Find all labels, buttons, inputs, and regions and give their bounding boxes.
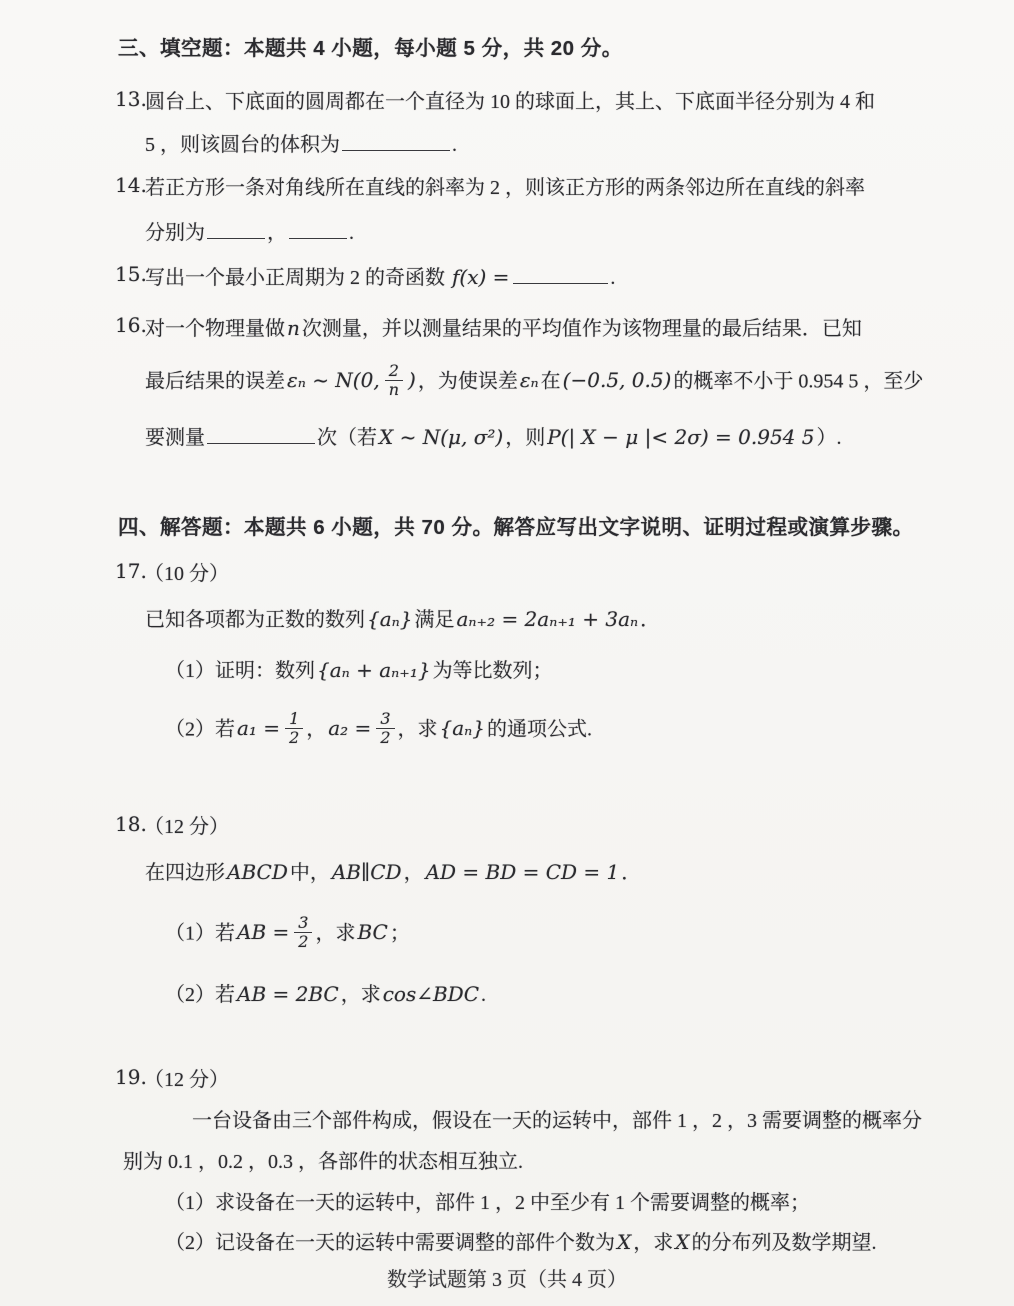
question-17-score (144, 559, 918, 589)
question-19-intro-line-2 (123, 1147, 918, 1177)
math-abcd: ABCD (227, 859, 288, 884)
fraction-denominator: 2 (298, 931, 309, 951)
question-text: 次（若 (317, 426, 377, 449)
question-17-part-1 (165, 655, 918, 686)
question-text: 次测量，并以测量结果的平均值作为该物理量的最后结果．已知 (301, 318, 862, 340)
score-label: （12 分） (144, 815, 229, 838)
fraction-3-over-2 (294, 914, 312, 952)
question-text: 最后结果的误差 (145, 370, 285, 393)
question-text: 在 (540, 370, 561, 393)
question-16-number: 16. (115, 313, 147, 337)
fraction-numerator: 2 (385, 362, 403, 381)
question-text: ； (389, 922, 410, 945)
question-14-line-1 (145, 173, 918, 203)
question-text: ，则 (505, 426, 546, 449)
math-fx: f(x) = (452, 265, 510, 289)
section-4-header: 四、解答题：本题共 6 小题，共 70 分。解答应写出文字说明、证明过程或演算步骤。 (118, 515, 914, 539)
question-text: 的通项公式. (486, 718, 592, 741)
question-text: 若正方形一条对角线所在直线的斜率为 2 ，则该正方形的两条邻边所在直线的斜率 (145, 177, 865, 199)
math-cos-bdc: cos∠BDC (382, 982, 480, 1007)
question-19-part-2 (165, 1227, 918, 1258)
math-interval: (−0.5, 0.5) (562, 368, 672, 393)
question-text: 一台设备由三个部件构成，假设在一天的运转中，部件 1 ，2 ，3 需要调整的概率分 (192, 1110, 922, 1133)
math-x: X (675, 1230, 690, 1255)
answer-blank (207, 424, 315, 444)
question-15-number: 15. (115, 262, 147, 286)
math-sequence-an: {aₙ} (367, 606, 413, 631)
question-17-intro (145, 604, 918, 635)
math-epsilon-n: εₙ (519, 368, 539, 393)
question-text: （1）若 (165, 922, 235, 945)
question-18-score (144, 812, 918, 842)
question-text: ， (403, 861, 424, 884)
math-parallel: AB∥CD (331, 859, 402, 884)
fraction-numerator: 1 (285, 710, 303, 729)
math-probability: P(| X − μ |< 2σ) = 0.954 5 (547, 424, 815, 449)
question-text: 别为 0.1 ，0.2 ，0.3 ，各部件的状态相互独立. (123, 1151, 523, 1174)
question-text: ）. (816, 426, 842, 449)
question-text: 为等比数列； (432, 659, 553, 682)
question-text: 满足 (414, 608, 455, 631)
page-footer: 数学试题第 3 页（共 4 页） (387, 1269, 627, 1291)
math-close-paren: ) (408, 368, 416, 393)
question-19 (115, 1065, 922, 1258)
answer-blank (513, 264, 608, 284)
question-text: ，为使误差 (417, 370, 518, 393)
question-text: . (481, 984, 487, 1007)
math-equal-sides: AD = BD = CD = 1 (425, 859, 620, 884)
math-x: X (617, 1230, 632, 1255)
question-16-line-2 (145, 361, 924, 402)
question-text: （2）若 (165, 718, 235, 741)
fraction-3-over-2 (376, 710, 394, 748)
question-text: （2）记设备在一天的运转中需要调整的部件个数为 (165, 1232, 615, 1255)
question-text: . (452, 134, 457, 156)
question-15-line-1 (145, 262, 918, 293)
question-17-number: 17. (115, 558, 147, 583)
question-13-line-1 (145, 87, 918, 117)
math-epsilon-distribution: εₙ ~ N(0, (287, 368, 380, 393)
question-17 (115, 558, 918, 750)
answer-blank (207, 219, 265, 239)
math-n: n (287, 316, 300, 340)
question-text: 写出一个最小正周期为 2 的奇函数 (145, 267, 450, 289)
question-19-score (144, 1065, 918, 1095)
answer-blank (289, 219, 347, 239)
question-13-line-2 (145, 130, 918, 160)
question-text: 在四边形 (145, 861, 225, 884)
question-text: . (610, 267, 616, 289)
question-14 (115, 173, 918, 248)
math-a2-equals: a₂ = (328, 716, 372, 741)
question-13-number: 13. (115, 87, 147, 111)
fraction-denominator: n (388, 380, 400, 400)
question-18-part-1 (165, 912, 918, 954)
question-18-intro (145, 857, 918, 888)
question-16-line-3 (145, 422, 918, 453)
question-text: 的分布列及数学期望. (691, 1232, 877, 1255)
question-18 (115, 811, 918, 1011)
question-text: ， (267, 222, 287, 244)
question-16-line-1 (145, 313, 918, 344)
score-label: （10 分） (144, 562, 229, 585)
math-sequence-sum: {aₙ + aₙ₊₁} (317, 657, 431, 682)
question-text: ，求 (315, 922, 356, 945)
question-13 (115, 87, 918, 160)
question-text: 要测量 (145, 426, 205, 449)
question-text: ，求 (340, 984, 381, 1007)
question-text: 中， (289, 861, 330, 884)
math-bc: BC (357, 920, 388, 945)
fraction-1-over-2 (285, 710, 303, 748)
question-text: 对一个物理量做 (145, 318, 285, 340)
math-ab-2bc: AB = 2BC (237, 982, 339, 1007)
math-ab-equals: AB = (237, 920, 290, 945)
fraction-numerator: 3 (376, 710, 394, 729)
fraction-denominator: 2 (289, 728, 300, 748)
question-15 (115, 262, 918, 293)
question-text: 圆台上、下底面的圆周都在一个直径为 10 的球面上，其上、下底面半径分别为 4 和 (145, 91, 875, 113)
question-18-part-2 (165, 979, 918, 1010)
section-3-header: 三、填空题：本题共 4 小题，每小题 5 分，共 20 分。 (118, 37, 623, 60)
question-text: ． (640, 608, 661, 631)
math-normal-distribution: X ~ N(μ, σ²) (379, 424, 504, 449)
question-text: （1）证明：数列 (165, 659, 315, 682)
question-text: . (349, 222, 354, 244)
score-label: （12 分） (144, 1069, 229, 1092)
question-16 (115, 313, 924, 453)
question-text: 已知各项都为正数的数列 (145, 608, 365, 631)
question-text: ，求 (633, 1232, 674, 1255)
fraction-denominator: 2 (380, 728, 391, 748)
question-text: 5 ，则该圆台的体积为 (145, 134, 340, 156)
question-17-part-2 (165, 708, 918, 750)
question-19-intro-line-1 (192, 1106, 922, 1136)
math-recurrence: aₙ₊₂ = 2aₙ₊₁ + 3aₙ (456, 606, 639, 631)
question-text: ， (306, 718, 327, 741)
answer-blank (342, 131, 450, 151)
question-19-part-1 (165, 1188, 918, 1218)
question-14-number: 14. (115, 173, 147, 197)
question-text: 分别为 (145, 222, 205, 244)
question-14-line-2 (145, 218, 918, 248)
question-text: ，求 (397, 718, 438, 741)
fraction-2-over-n (385, 362, 403, 400)
fraction-numerator: 3 (294, 914, 312, 933)
question-18-number: 18. (115, 811, 147, 836)
question-text: （2）若 (165, 984, 235, 1007)
question-text: ． (621, 861, 642, 884)
math-a1-equals: a₁ = (237, 716, 281, 741)
math-sequence-an: {aₙ} (439, 716, 485, 741)
question-text: （1）求设备在一天的运转中，部件 1 ，2 中至少有 1 个需要调整的概率； (165, 1192, 810, 1215)
question-text: 的概率不小于 0.954 5 ，至少 (673, 370, 924, 393)
question-19-number: 19. (115, 1065, 147, 1090)
